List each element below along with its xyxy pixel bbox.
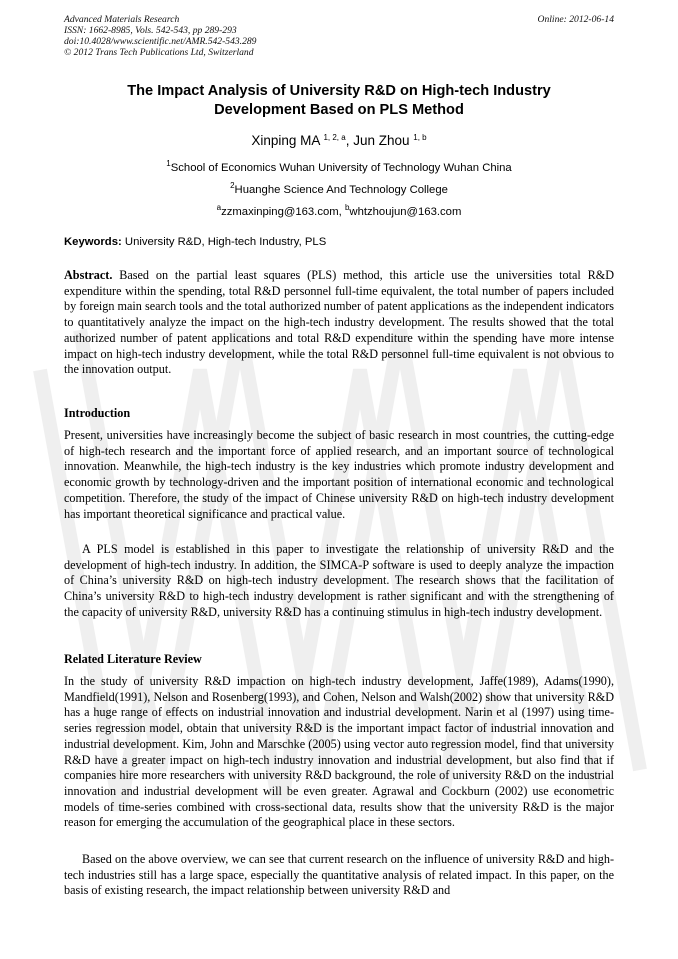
email-a[interactable]: zzmaxinping@163.com [221, 206, 339, 218]
email-b[interactable]: whtzhoujun@163.com [349, 206, 462, 218]
author-list [64, 129, 614, 149]
introduction-heading: Introduction [64, 406, 131, 420]
related-literature-heading: Related Literature Review [64, 652, 202, 666]
affiliation-2 [64, 179, 614, 197]
journal-issn: ISSN: 1662-8985, Vols. 542-543, pp 289-293 [64, 25, 237, 36]
author-separator: , [345, 133, 354, 148]
related-literature-paragraph-2: Based on the above overview, we can see that current research on the influence of university R&D and high-tech industries still has a large space, especially the quantitative analysis of related impact. In this paper, on the basis of existing research, the impact relationship between university R&D and [64, 852, 614, 898]
paper-title [64, 82, 614, 120]
affiliation-2-sup: 2 [230, 181, 235, 190]
author-emails [64, 201, 614, 219]
related-literature-paragraph-1: In the study of university R&D impaction on high-tech industry development, Jaffe(1989), Adams(1990), Mandfield(1991), Nelson and Rosenberg(1993), and Cohen, Nelson and Walsh(2002) show that university R&D has a huge range of effects on industrial innovation and industrial development. Narin et al (1997) using time-series regression model, obtain that university R&D is the important impact factor of industrial innovation and industrial development. Kim, John and Marschke (2005) using vector auto regression model, find that university R&D have a greater impact on high-tech industry innovation and industrial development, but also find that if companies hire more researchers with university R&D background, the role of university R&D on the industrial innovation and industrial development will be even greater. Agrawal and Cockburn (2002) use econometric models of time-series combined with cross-sectional data, results show that the university R&D is the major reason for emerging the accumulation of the geographical place in these sectors. [64, 674, 614, 830]
abstract [64, 268, 614, 378]
email-a-sup: a [216, 203, 222, 212]
keywords-text: University R&D, High-tech Industry, PLS [121, 236, 327, 248]
journal-name: Advanced Materials Research [64, 14, 180, 25]
title-line-1: The Impact Analysis of University R&D on High-tech Industry [127, 83, 551, 99]
author-1-affil: 1, 2, a [323, 133, 346, 142]
affiliation-2-text: Huanghe Science And Technology College [234, 184, 448, 196]
author-1: Xinping MA [251, 133, 320, 148]
keywords [64, 235, 614, 249]
journal-header [64, 14, 256, 58]
journal-copyright: © 2012 Trans Tech Publications Ltd, Switzerland [64, 47, 254, 58]
email-b-sup: b [344, 203, 350, 212]
introduction-paragraph-2: A PLS model is established in this paper to investigate the relationship of university R&D and the development of high-tech industry. In addition, the SIMCA-P software is used to deeply analyze the impaction of China’s university R&D on high-tech industry development. The research shows that the facilitation of China’s university R&D to high-tech industry development is rather significant and with the strengthening of the capacity of university R&D, university R&D has a continuing stimulus in high-tech industry development. [64, 542, 614, 619]
affiliation-1-sup: 1 [166, 159, 171, 168]
online-date: Online: 2012-06-14 [537, 14, 614, 25]
email-separator: , [338, 206, 345, 218]
keywords-label: Keywords: [64, 236, 122, 248]
affiliation-1-text: School of Economics Wuhan University of Technology Wuhan China [170, 162, 512, 174]
introduction-paragraph-1: Present, universities have increasingly become the subject of basic research in most countries, the cutting-edge of high-tech research and the important force of applied research, and an important source of technological innovation. Meanwhile, the high-tech industry is the key industries which promote industry development and economic growth by technology-driven and the important position of international economic and technological competition. Therefore, the study of the impact of Chinese university R&D on high-tech industry development has important theoretical significance and practical value. [64, 428, 614, 521]
journal-doi: doi:10.4028/www.scientific.net/AMR.542-543.289 [64, 36, 257, 47]
author-2: Jun Zhou [353, 133, 410, 148]
title-line-2: Development Based on PLS Method [214, 102, 464, 118]
abstract-text: Based on the partial least squares (PLS) method, this article use the universities total R&D expenditure within the spending, total R&D personnel full-time equivalent, the total number of papers included by foreign main search tools and the total authorized number of patent applications as the independent indicators to quantitatively analyze the impact on the high-tech industry development. The results showed that the total authorized number of patent applications and total R&D expenditure within the spending have more intense impact on high-tech industry development, while the total R&D personnel full-time equivalent is not obvious to the innovation output. [64, 268, 614, 377]
affiliation-1 [64, 157, 614, 175]
abstract-label: Abstract. [64, 268, 113, 282]
author-2-affil: 1, b [413, 133, 427, 142]
